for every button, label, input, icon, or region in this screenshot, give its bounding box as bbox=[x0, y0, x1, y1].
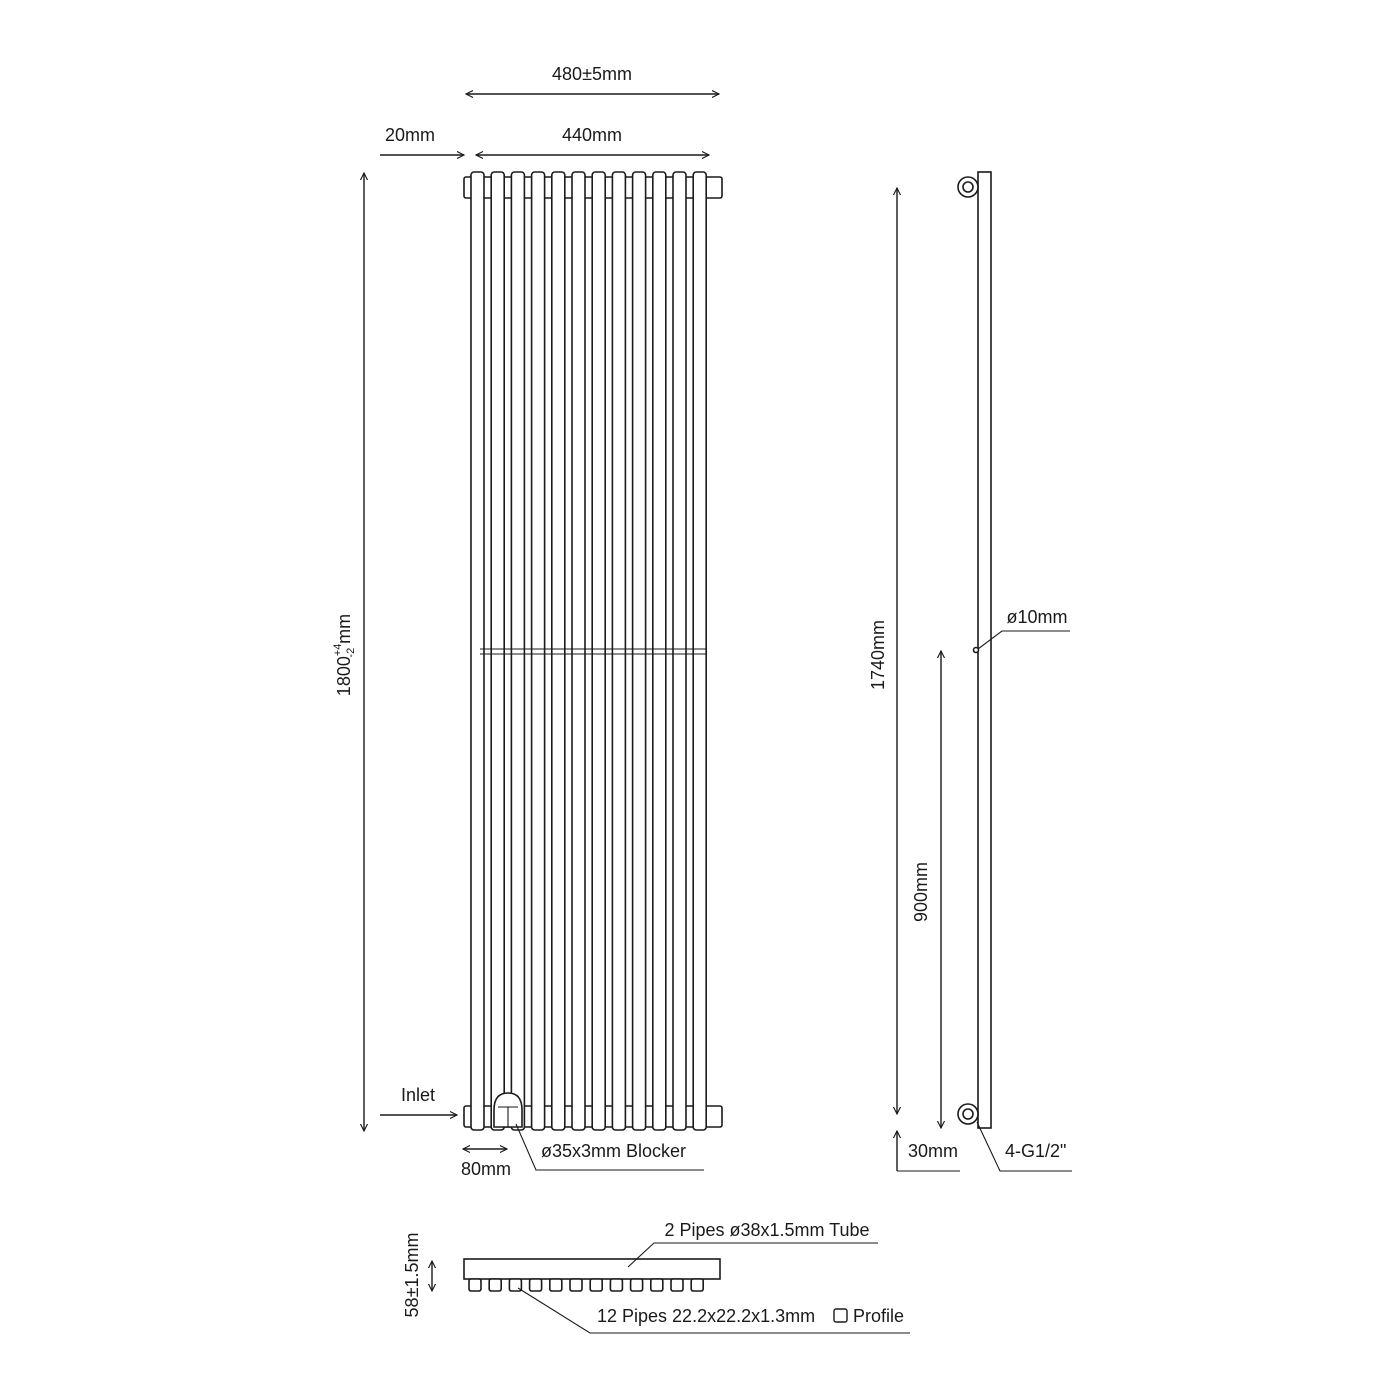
vertical-tube bbox=[673, 172, 686, 1130]
mid-height-label: 900mm bbox=[911, 861, 931, 923]
vertical-tube bbox=[511, 172, 524, 1130]
radiator-front-body bbox=[464, 172, 722, 1130]
profile-header-bar bbox=[464, 1259, 720, 1279]
vertical-tube bbox=[612, 172, 625, 1130]
vertical-tube bbox=[491, 172, 504, 1130]
inlet-spacing-label: 80mm bbox=[460, 1159, 512, 1179]
blocker-label: ø35x3mm Blocker bbox=[541, 1141, 687, 1161]
profile-pipe-stub bbox=[671, 1279, 683, 1291]
height-label bbox=[332, 614, 357, 696]
profile-pipe-stub bbox=[651, 1279, 663, 1291]
bracket-height-label: 1740mm bbox=[868, 619, 888, 691]
front-view bbox=[332, 64, 722, 1179]
vertical-tube bbox=[532, 172, 545, 1130]
profile-view bbox=[402, 1220, 910, 1333]
vertical-tube bbox=[633, 172, 646, 1130]
height-tolerance-plus: +4 bbox=[332, 643, 344, 657]
connection-label: 4-G1/2" bbox=[1005, 1141, 1067, 1161]
square-profile-icon bbox=[834, 1309, 847, 1322]
profile-pipe-stub bbox=[691, 1279, 703, 1291]
side-offset-label: 20mm bbox=[384, 125, 436, 145]
bottom-offset-label: 30mm bbox=[907, 1141, 959, 1161]
mid-dot-label: ø10mm bbox=[1006, 607, 1068, 627]
profile-pipe-stub bbox=[489, 1279, 501, 1291]
side-view bbox=[868, 172, 1072, 1171]
vertical-tube bbox=[572, 172, 585, 1130]
profile-pipe-stub bbox=[550, 1279, 562, 1291]
vertical-pipes-label: 12 Pipes 22.2x22.2x1.3mm bbox=[597, 1306, 816, 1326]
inlet-label: Inlet bbox=[400, 1085, 436, 1105]
vertical-tube bbox=[693, 172, 706, 1130]
vertical-tube bbox=[592, 172, 605, 1130]
vertical-tube bbox=[653, 172, 666, 1130]
depth-label: 58±1.5mm bbox=[402, 1232, 422, 1318]
side-profile-bar bbox=[978, 172, 991, 1128]
height-tolerance-minus: -2 bbox=[345, 647, 357, 658]
mid-dot-marker bbox=[974, 648, 979, 653]
vertical-pipes-profile-label: Profile bbox=[853, 1306, 905, 1326]
tube-span-label: 440mm bbox=[561, 125, 623, 145]
profile-pipe-stub bbox=[530, 1279, 542, 1291]
vertical-tube bbox=[471, 172, 484, 1130]
top-connection-ring bbox=[958, 177, 978, 197]
profile-pipe-stub bbox=[590, 1279, 602, 1291]
profile-pipe-stub bbox=[469, 1279, 481, 1291]
profile-pipe-stubs bbox=[469, 1279, 703, 1291]
profile-pipe-stub bbox=[631, 1279, 643, 1291]
header-pipes-label: 2 Pipes ø38x1.5mm Tube bbox=[664, 1220, 870, 1240]
profile-pipe-stub bbox=[610, 1279, 622, 1291]
profile-pipe-stub bbox=[570, 1279, 582, 1291]
height-unit: mm bbox=[334, 613, 354, 644]
blocker-symbol bbox=[494, 1093, 522, 1127]
bottom-connection-ring bbox=[958, 1104, 978, 1124]
height-main-value: 1800 bbox=[334, 656, 354, 697]
overall-width-label: 480±5mm bbox=[552, 64, 632, 84]
vertical-tube bbox=[552, 172, 565, 1130]
vertical-tubes bbox=[471, 172, 706, 1130]
